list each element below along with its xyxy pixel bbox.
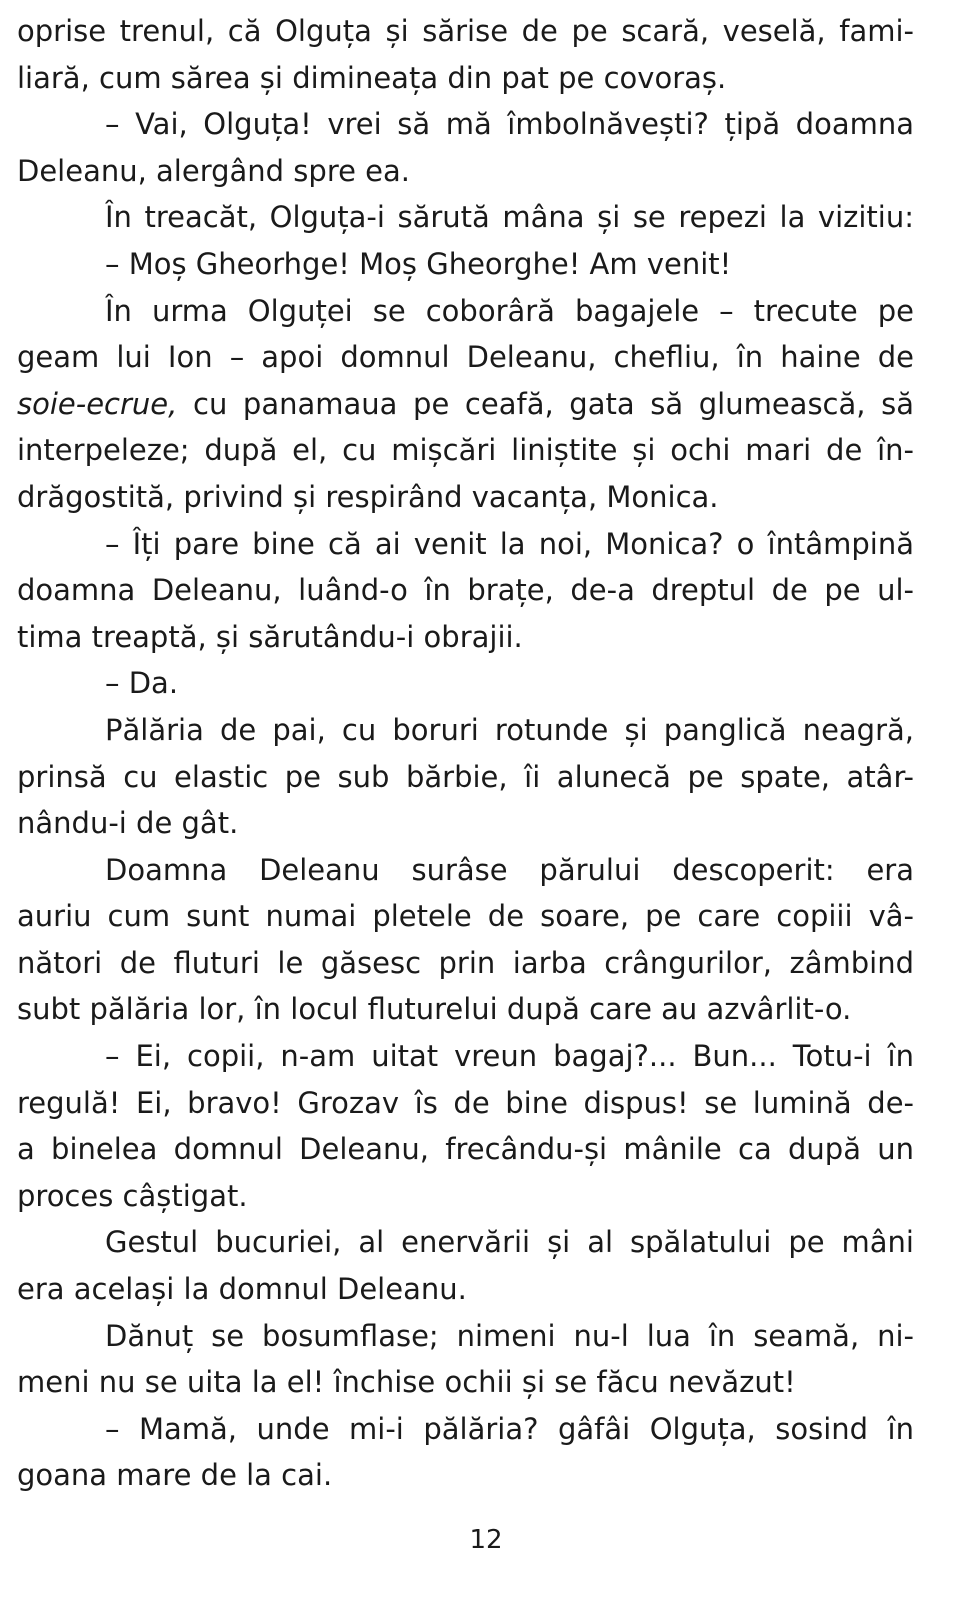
text-line: meni nu se uita la el! închise ochii și se făcu nevăzut!	[17, 1365, 796, 1400]
text-line: proces câștigat.	[17, 1178, 248, 1213]
paragraph-start-line: Gestul bucuriei, al enervării și al spălatului pe mâni	[105, 1225, 914, 1260]
text-line: era același la domnul Deleanu.	[17, 1272, 467, 1307]
paragraph-start-line: În urma Olguței se coborâră bagajele – trecute pe	[105, 293, 914, 328]
paragraph-start-line: Doamna Deleanu surâse părului descoperit: era	[105, 852, 914, 887]
dialogue-line: – Vai, Olguța! vrei să mă îmbolnăvești? țipă doamna	[105, 107, 914, 142]
text-line-with-italic	[17, 381, 914, 428]
paragraph-start-line: Pălăria de pai, cu boruri rotunde și panglică neagră,	[105, 712, 914, 747]
text-line: drăgostită, privind și respirând vacanța, Monica.	[17, 479, 719, 514]
book-page-text	[17, 8, 914, 1499]
text-line: prinsă cu elastic pe sub bărbie, îi alunecă pe spate, atâr-	[17, 759, 914, 794]
text-line: Deleanu, alergând spre ea.	[17, 153, 411, 188]
text-line: tima treaptă, și sărutându-i obrajii.	[17, 619, 523, 654]
text-line: auriu cum sunt numai pletele de soare, pe care copiii vâ-	[17, 899, 914, 934]
text-line: nători de fluturi le găsesc prin iarba crângurilor, zâmbind	[17, 945, 914, 980]
paragraph-start-line: În treacăt, Olguța-i sărută mâna și se repezi la vizitiu:	[105, 200, 914, 235]
text-line: liară, cum sărea și dimineața din pat pe covoraș.	[17, 60, 727, 95]
text-line: nându-i de gât.	[17, 806, 239, 841]
text-line: regulă! Ei, bravo! Grozav îs de bine dispus! se lumină de-	[17, 1085, 914, 1120]
dialogue-line: – Da.	[105, 666, 179, 701]
paragraph-start-line: Dănuț se bosumflase; nimeni nu-l lua în seamă, ni-	[105, 1318, 914, 1353]
dialogue-line: – Moș Gheorhge! Moș Gheorghe! Am venit!	[105, 246, 732, 281]
text-line: goana mare de la cai.	[17, 1458, 333, 1493]
text-line: oprise trenul, că Olguța și sărise de pe scară, veselă, fami-	[17, 14, 914, 48]
text-line: geam lui Ion – apoi domnul Deleanu, chefliu, în haine de	[17, 340, 914, 375]
text-line-rest: cu panamaua pe ceafă, gata să glumească, să	[177, 386, 914, 421]
page-number: 12	[469, 1525, 503, 1555]
text-line: subt pălăria lor, în locul fluturelui după care au azvârlit-o.	[17, 992, 852, 1027]
dialogue-line: – Ei, copii, n-am uitat vreun bagaj?... Bun... Totu-i în	[105, 1039, 914, 1074]
italic-phrase: soie-ecrue,	[17, 386, 178, 421]
text-line: a binelea domnul Deleanu, frecându-și mânile ca după un	[17, 1132, 914, 1167]
text-line: doamna Deleanu, luând-o în brațe, de-a dreptul de pe ul-	[17, 573, 914, 608]
dialogue-line: – Mamă, unde mi-i pălăria? gâfâi Olguța, sosind în	[105, 1411, 914, 1446]
text-line: interpeleze; după el, cu mișcări liniștite și ochi mari de în-	[17, 433, 914, 468]
dialogue-line: – Îți pare bine că ai venit la noi, Monica? o întâmpină	[105, 526, 914, 561]
